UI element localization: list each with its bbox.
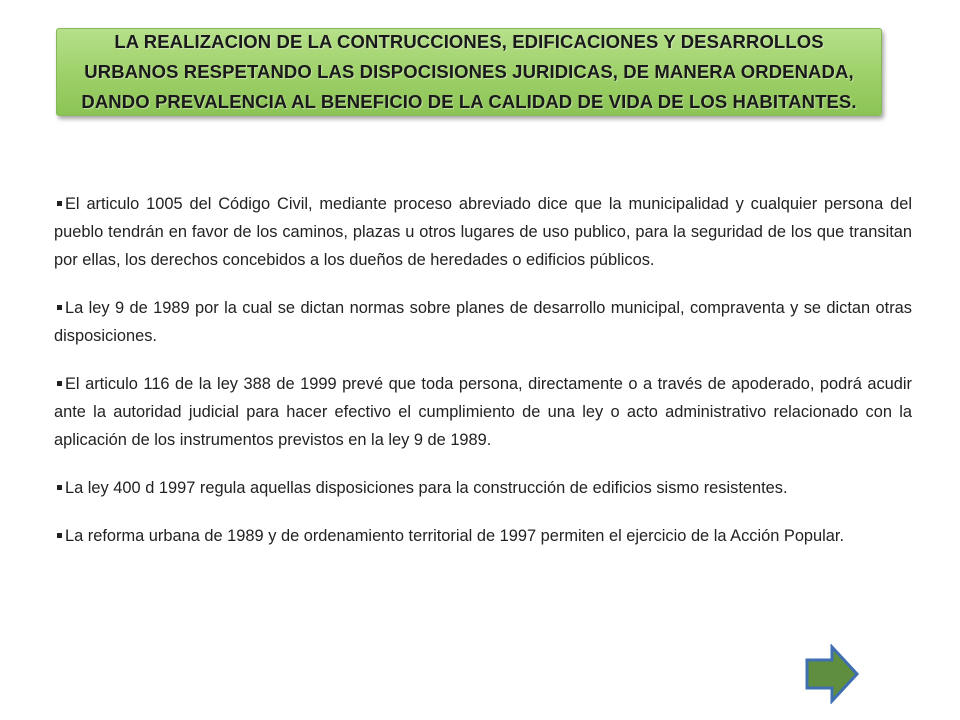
square-bullet-icon	[57, 201, 62, 206]
right-arrow-icon	[804, 644, 860, 704]
next-slide-button[interactable]	[804, 644, 860, 704]
content-body	[54, 190, 912, 570]
paragraph-text: La ley 400 d 1997 regula aquellas disposiciones para la construcción de edificios sismo resistentes.	[65, 479, 788, 497]
bullet-paragraph	[54, 190, 912, 274]
bullet-paragraph	[54, 522, 912, 550]
square-bullet-icon	[57, 533, 62, 538]
square-bullet-icon	[57, 305, 62, 310]
square-bullet-icon	[57, 381, 62, 386]
square-bullet-icon	[57, 485, 62, 490]
bullet-paragraph	[54, 294, 912, 350]
bullet-paragraph	[54, 370, 912, 454]
title-banner	[56, 28, 882, 116]
paragraph-text: La ley 9 de 1989 por la cual se dictan normas sobre planes de desarrollo municipal, compraventa y se dictan otras disposiciones.	[54, 299, 912, 345]
paragraph-text: La reforma urbana de 1989 y de ordenamiento territorial de 1997 permiten el ejercicio de la Acción Popular.	[65, 527, 845, 545]
paragraph-text: El articulo 116 de la ley 388 de 1999 prevé que toda persona, directamente o a través de apoderado, podrá acudir ante la autoridad judicial para hacer efectivo el cumplimiento de una ley o acto administrativo relacionado con la aplicación de los instrumentos previstos en la ley 9 de 1989.	[54, 375, 912, 449]
paragraph-text: El articulo 1005 del Código Civil, mediante proceso abreviado dice que la municipalidad y cualquier persona del pueblo tendrán en favor de los caminos, plazas u otros lugares de uso publico, para la seguridad de los que transitan por ellas, los derechos concebidos a los dueños de heredades o edificios públicos.	[54, 195, 912, 269]
page-title: LA REALIZACION DE LA CONTRUCCIONES, EDIFICACIONES Y DESARROLLOS URBANOS RESPETANDO LAS DISPOCISIONES JURIDICAS, DE MANERA ORDENADA, DANDO PREVALENCIA AL BENEFICIO DE LA CALIDAD DE VIDA DE LOS HABITANTES.	[81, 31, 857, 112]
bullet-paragraph	[54, 474, 912, 502]
